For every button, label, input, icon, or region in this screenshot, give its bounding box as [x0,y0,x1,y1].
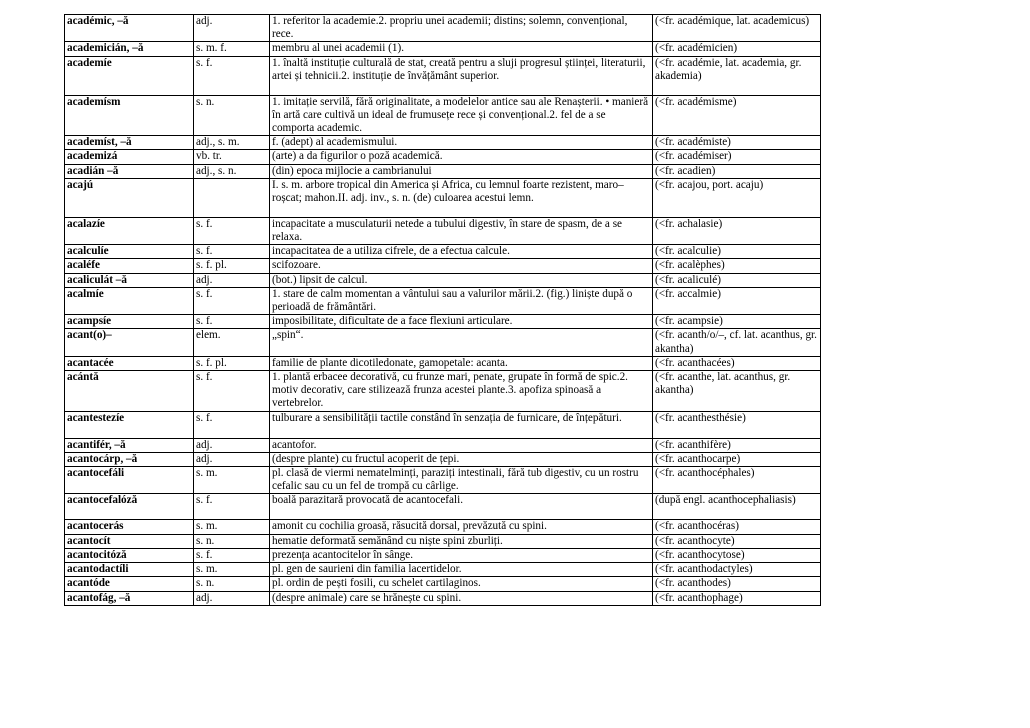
part-of-speech: s. f. [194,411,270,438]
definition: familie de plante dicotiledonate, gamopetale: acanta. [270,356,653,370]
definition: membru al unei academii (1). [270,42,653,56]
etymology: (<fr. acanthophage) [653,591,821,605]
table-row [65,136,821,150]
entry-word: acantocít [65,534,194,548]
definition: incapacitate a musculaturii netede a tubului digestiv, în stare de spasm, de a se relaxa. [270,217,653,244]
dictionary-table [64,14,821,606]
part-of-speech: s. f. [194,56,270,95]
entry-word: acantodactíli [65,563,194,577]
entry-word: acantacée [65,356,194,370]
etymology: (<fr. acaliculé) [653,273,821,287]
table-row [65,15,821,42]
part-of-speech: adj. [194,591,270,605]
table-row [65,563,821,577]
definition: f. (adept) al academismului. [270,136,653,150]
definition: scifozoare. [270,259,653,273]
entry-word: acajú [65,178,194,217]
table-row [65,95,821,136]
entry-word: acantestezíe [65,411,194,438]
part-of-speech: s. m. [194,563,270,577]
entry-word: acantocitóză [65,548,194,562]
entry-word: acaléfe [65,259,194,273]
part-of-speech: s. n. [194,95,270,136]
etymology: (<fr. accalmie) [653,287,821,314]
part-of-speech: adj., s. m. [194,136,270,150]
part-of-speech: s. f. pl. [194,259,270,273]
definition: 1. înaltă instituție culturală de stat, creată pentru a sluji progresul științei, literaturii, artei și tehnicii.2. instituție de învățământ superior. [270,56,653,95]
table-row [65,548,821,562]
table-row [65,452,821,466]
document-page [64,14,820,606]
part-of-speech: adj., s. n. [194,164,270,178]
part-of-speech: s. m. f. [194,42,270,56]
etymology: (după engl. acanthocephaliasis) [653,494,821,520]
table-row [65,178,821,217]
part-of-speech [194,178,270,217]
definition: I. s. m. arbore tropical din America și Africa, cu lemnul foarte rezistent, maro–roșcat; mahon.II. adj. inv., s. n. (de) culoarea acestui lemn. [270,178,653,217]
table-row [65,371,821,412]
table-row [65,273,821,287]
etymology: (<fr. acanthocyte) [653,534,821,548]
definition: (despre plante) cu fructul acoperit de țepi. [270,452,653,466]
entry-word: academíst, –ă [65,136,194,150]
etymology: (<fr. acanthodactyles) [653,563,821,577]
definition: pl. gen de saurieni din familia lacertidelor. [270,563,653,577]
entry-word: acantocárp, –ă [65,452,194,466]
table-row [65,217,821,244]
table-row [65,577,821,591]
definition: 1. imitație servilă, fără originalitate, a modelelor antice sau ale Renașterii. • manieră în artă care cultivă un ideal de frumusețe rece și convențional.2. fel de a se comporta academic. [270,95,653,136]
etymology: (<fr. académisme) [653,95,821,136]
table-row [65,591,821,605]
etymology: (<fr. académie, lat. academia, gr. akademia) [653,56,821,95]
definition: „spin“. [270,329,653,356]
table-row [65,42,821,56]
part-of-speech: s. n. [194,534,270,548]
etymology: (<fr. acanthifère) [653,438,821,452]
table-row [65,287,821,314]
part-of-speech: s. f. [194,315,270,329]
etymology: (<fr. acalculie) [653,245,821,259]
table-row [65,56,821,95]
etymology: (<fr. acanthe, lat. acanthus, gr. akantha) [653,371,821,412]
part-of-speech: s. m. [194,467,270,494]
part-of-speech: adj. [194,438,270,452]
table-row [65,329,821,356]
definition: (din) epoca mijlocie a cambrianului [270,164,653,178]
table-row [65,520,821,534]
etymology: (<fr. acanthodes) [653,577,821,591]
table-row [65,164,821,178]
table-row [65,259,821,273]
entry-word: acampsíe [65,315,194,329]
part-of-speech: elem. [194,329,270,356]
part-of-speech: s. f. [194,548,270,562]
table-row [65,411,821,438]
etymology: (<fr. académicien) [653,42,821,56]
entry-word: acalazíe [65,217,194,244]
definition: incapacitatea de a utiliza cifrele, de a efectua calcule. [270,245,653,259]
part-of-speech: adj. [194,273,270,287]
entry-word: académic, –ă [65,15,194,42]
etymology: (<fr. acanthocéphales) [653,467,821,494]
definition: (despre animale) care se hrănește cu spini. [270,591,653,605]
entry-word: acadián –ă [65,164,194,178]
definition: 1. plantă erbacee decorativă, cu frunze mari, penate, grupate în formă de spic.2. motiv decorativ, care stilizează frunza acestei plante.3. apofiza spinoasă a vertebrelor. [270,371,653,412]
entry-word: academíe [65,56,194,95]
part-of-speech: s. m. [194,520,270,534]
table-row [65,534,821,548]
entry-word: acalmíe [65,287,194,314]
etymology: (<fr. académiser) [653,150,821,164]
entry-word: acantocefalóză [65,494,194,520]
table-row [65,315,821,329]
part-of-speech: s. n. [194,577,270,591]
part-of-speech: s. f. [194,245,270,259]
etymology: (<fr. acanthocéras) [653,520,821,534]
table-row [65,467,821,494]
etymology: (<fr. acanthesthésie) [653,411,821,438]
entry-word: academizá [65,150,194,164]
definition: pl. clasă de viermi nematelminți, paraziți intestinali, fără tub digestiv, cu un rostru cefalic sau cu un fel de trompă cu cârlige. [270,467,653,494]
definition: 1. referitor la academie.2. propriu unei academii; distins; solemn, convențional, rece. [270,15,653,42]
entry-word: academicián, –ă [65,42,194,56]
entry-word: acantocerás [65,520,194,534]
table-row [65,150,821,164]
definition: hematie deformată semănând cu niște spini zburliți. [270,534,653,548]
definition: (arte) a da figurilor o poză academică. [270,150,653,164]
etymology: (<fr. acajou, port. acaju) [653,178,821,217]
entry-word: acantóde [65,577,194,591]
part-of-speech: adj. [194,15,270,42]
definition: tulburare a sensibilității tactile constând în senzația de furnicare, de înțepături. [270,411,653,438]
dictionary-table-body [65,15,821,606]
definition: boală parazitară provocată de acantocefali. [270,494,653,520]
etymology: (<fr. acanthocarpe) [653,452,821,466]
definition: pl. ordin de pești fosili, cu schelet cartilaginos. [270,577,653,591]
definition: amonit cu cochilia groasă, răsucită dorsal, prevăzută cu spini. [270,520,653,534]
entry-word: acantocefáli [65,467,194,494]
entry-word: acantofág, –ă [65,591,194,605]
etymology: (<fr. acanth/o/–, cf. lat. acanthus, gr. akantha) [653,329,821,356]
part-of-speech: adj. [194,452,270,466]
definition: acantofor. [270,438,653,452]
etymology: (<fr. acalèphes) [653,259,821,273]
part-of-speech: s. f. [194,371,270,412]
etymology: (<fr. acanthocytose) [653,548,821,562]
entry-word: acaliculát –ă [65,273,194,287]
entry-word: acantifér, –ă [65,438,194,452]
etymology: (<fr. acampsie) [653,315,821,329]
part-of-speech: s. f. [194,287,270,314]
part-of-speech: s. f. pl. [194,356,270,370]
etymology: (<fr. achalasie) [653,217,821,244]
table-row [65,356,821,370]
definition: imposibilitate, dificultate de a face flexiuni articulare. [270,315,653,329]
entry-word: academísm [65,95,194,136]
entry-word: acalculíe [65,245,194,259]
part-of-speech: s. f. [194,494,270,520]
etymology: (<fr. acadien) [653,164,821,178]
table-row [65,438,821,452]
definition: (bot.) lipsit de calcul. [270,273,653,287]
part-of-speech: vb. tr. [194,150,270,164]
table-row [65,245,821,259]
table-row [65,494,821,520]
definition: prezența acantocitelor în sânge. [270,548,653,562]
entry-word: acántă [65,371,194,412]
part-of-speech: s. f. [194,217,270,244]
entry-word: acant(o)– [65,329,194,356]
etymology: (<fr. acanthacées) [653,356,821,370]
etymology: (<fr. académique, lat. academicus) [653,15,821,42]
definition: 1. stare de calm momentan a vântului sau a valurilor mării.2. (fig.) liniște după o perioadă de frământări. [270,287,653,314]
etymology: (<fr. académiste) [653,136,821,150]
